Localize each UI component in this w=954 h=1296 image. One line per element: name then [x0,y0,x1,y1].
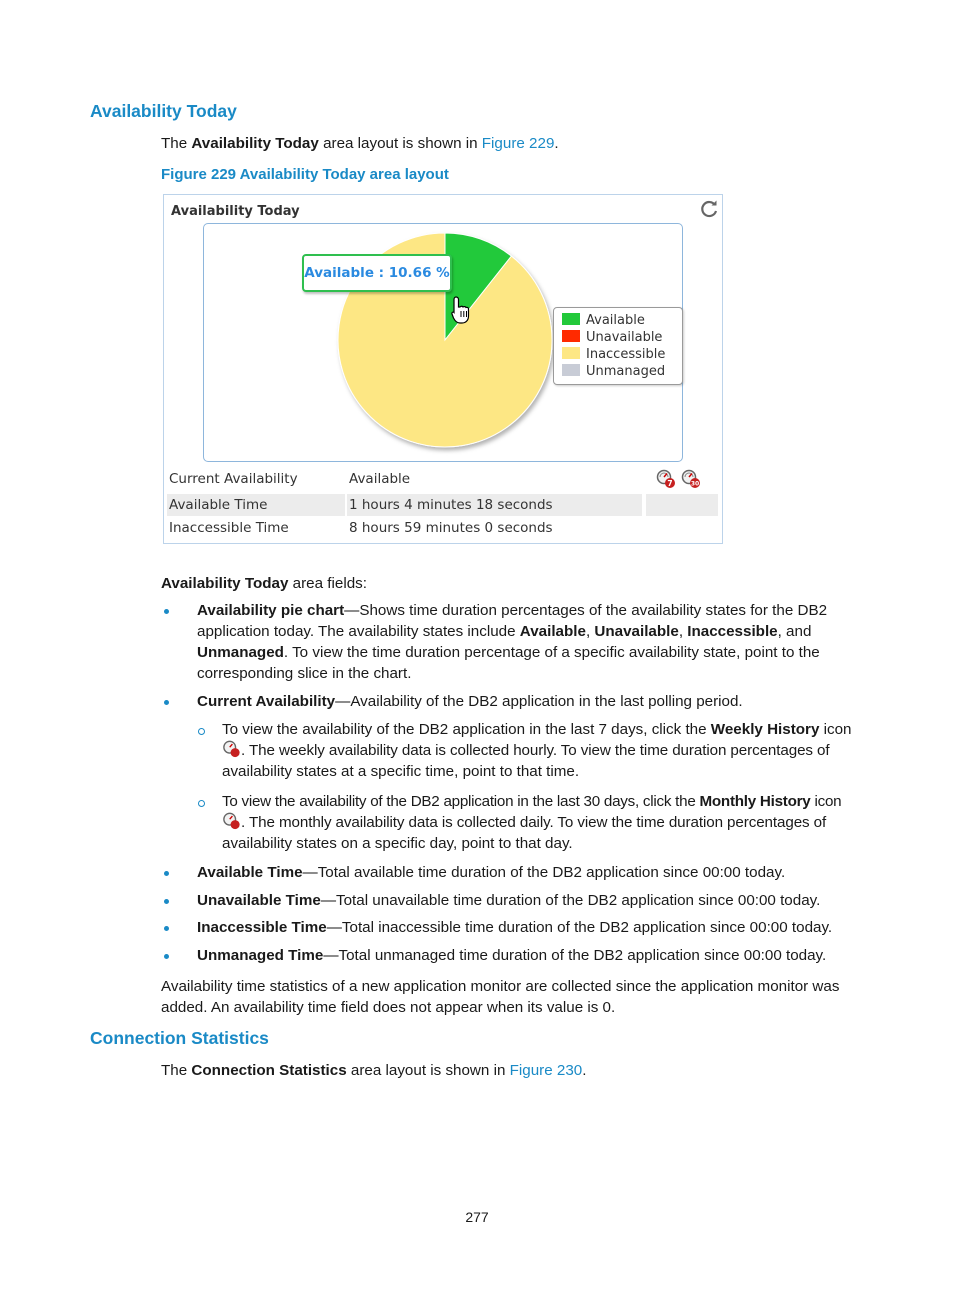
monthly-history-icon [222,812,241,830]
text: —Total unmanaged time duration of the DB2 application since 00:00 today. [323,947,827,964]
row-label: Current Availability [169,471,298,487]
line: added. An availability time field does not appear when its value is 0. [161,999,616,1016]
text: —Availability of the DB2 application in the last polling period. [335,693,743,710]
line [222,812,872,833]
fields-intro [161,573,367,594]
bullet-icon [164,899,169,904]
intro-bold: Availability Today [191,135,319,152]
intro-pre: The [161,1062,192,1079]
legend-item-unmanaged[interactable] [562,363,665,380]
row-filler [646,494,718,516]
bullet-line [197,621,877,642]
sub-bullet-icon [198,800,205,807]
availability-note [161,976,881,1018]
row-current-availability [164,468,722,490]
row-available-time [164,494,722,516]
bullet-icon [164,954,169,959]
bullet-unavailable-time [197,890,820,911]
line [222,791,872,812]
row-value: 1 hours 4 minutes 18 seconds [347,494,642,516]
legend-swatch [562,313,580,325]
section-intro [161,133,559,154]
row-label: Available Time [167,494,345,516]
sub-bullet-icon [198,728,205,735]
legend-swatch [562,330,580,342]
term: Availability pie chart [197,602,345,619]
sub-bullet-monthly [222,791,872,854]
page-number: 277 [465,1209,489,1225]
bullet-unmanaged-time [197,945,826,966]
bullet-pie-chart [197,600,877,684]
intro-post: . [582,1062,587,1079]
intro-mid: area layout is shown in [346,1062,510,1079]
row-inaccessible-time [164,517,722,539]
intro-pre: The [161,135,192,152]
text: —Total unavailable time duration of the DB2 application since 00:00 today. [320,892,821,909]
bullet-available-time [197,862,785,883]
pie-tooltip: Available : 10.66 % [302,254,452,292]
legend-swatch [562,364,580,376]
monthly-history-icon[interactable] [681,469,701,489]
legend-label: Unmanaged [586,364,666,379]
panel-title: Availability Today [171,204,300,219]
line: availability states on a specific day, point to that day. [222,835,573,852]
legend-item-available[interactable] [562,312,645,329]
text: —Shows time duration percentages of the availability states for the DB2 [344,602,828,619]
section-heading-connection-statistics: Connection Statistics [90,1028,269,1048]
text: —Total inaccessible time duration of the DB2 application since 00:00 today. [326,919,833,936]
text: To view the availability of the DB2 application in the last 30 days, click the [222,793,700,810]
legend-swatch [562,347,580,359]
section2-intro [161,1060,586,1081]
legend-item-inaccessible[interactable] [562,346,665,363]
line: availability states at a specific time, point to that time. [222,763,580,780]
term: Unmanaged Time [197,947,324,964]
fields-intro-bold: Availability Today [161,575,289,592]
text: To view the availability of the DB2 application in the last 7 days, click the [222,721,711,738]
fields-intro-rest: area fields: [288,575,367,592]
bullet-icon [164,926,169,931]
state: Available [519,623,586,640]
bullet-icon [164,609,169,614]
bullet-icon [164,871,169,876]
text: . The monthly availability data is collected daily. To view the time duration percentages of [241,814,827,831]
refresh-icon[interactable] [698,198,720,220]
text: . The weekly availability data is collected hourly. To view the time duration percentages of [241,742,830,759]
section-heading-availability-today: Availability Today [90,101,237,121]
term: Monthly History [699,793,811,810]
bullet-inaccessible-time [197,917,832,938]
legend-label: Unavailable [586,330,663,345]
sub-bullet-weekly [222,719,872,782]
chart-legend [553,307,683,385]
row-value: Available [349,471,411,487]
intro-mid: area layout is shown in [318,135,482,152]
term: Available Time [197,864,303,881]
line [222,719,872,740]
monthly-badge: 30 [690,480,700,488]
text: —Total available time duration of the DB2 application since 00:00 today. [302,864,786,881]
sep: , [585,623,595,640]
weekly-badge: 7 [667,479,673,488]
state: Inaccessible [687,623,778,640]
text: application today. The availability states include [197,623,520,640]
bullet-line [197,642,877,663]
text: icon [810,793,842,810]
legend-label: Inaccessible [586,347,666,362]
row-value: 8 hours 59 minutes 0 seconds [349,520,553,536]
term: Current Availability [197,693,336,710]
state: Unavailable [594,623,679,640]
text: . To view the time duration percentage of a specific availability state, point to the [283,644,820,661]
term: Weekly History [710,721,820,738]
legend-label: Available [586,313,645,328]
term: Inaccessible Time [197,919,327,936]
line: Availability time statistics of a new application monitor are collected since the application monitor was [161,978,840,995]
weekly-history-icon [222,740,241,758]
text: icon [819,721,852,738]
legend-item-unavailable[interactable] [562,329,662,346]
term: Unavailable Time [197,892,321,909]
figure-caption: Figure 229 Availability Today area layout [161,166,449,183]
bullet-line [197,600,877,621]
bullet-current-availability [197,691,743,712]
bullet-line: corresponding slice in the chart. [197,665,412,682]
bullet-icon [164,700,169,705]
row-label: Inaccessible Time [169,520,289,536]
sep: , [678,623,688,640]
line [222,740,872,761]
intro-post: . [554,135,559,152]
pie-chart-area [203,223,683,462]
intro-bold: Connection Statistics [191,1062,347,1079]
sep: , and [777,623,812,640]
availability-today-panel [163,194,723,544]
figure-link[interactable]: Figure 230 [509,1062,583,1079]
figure-link[interactable]: Figure 229 [481,135,555,152]
state: Unmanaged [197,644,284,661]
weekly-history-icon[interactable] [656,469,676,489]
